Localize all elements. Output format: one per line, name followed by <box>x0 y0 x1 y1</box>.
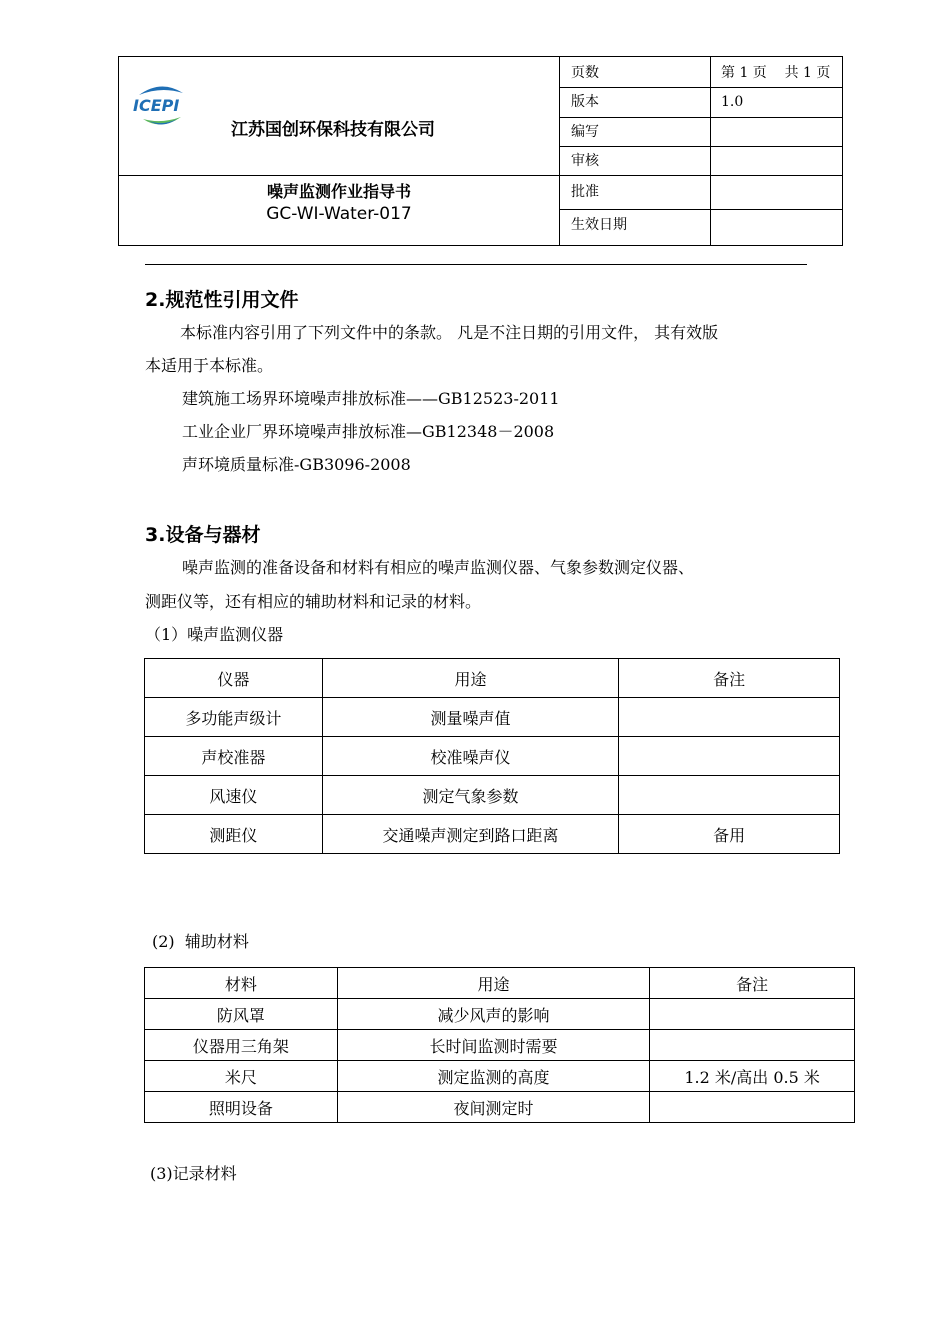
header-divider <box>145 264 807 265</box>
section-3-heading: 3.设备与器材 <box>145 524 261 546</box>
document-code: GC-WI-Water-017 <box>266 204 412 224</box>
field-value-pages: 第 1 页 共 1 页 <box>721 65 831 81</box>
table-cell: 夜间测定时 <box>337 1092 650 1123</box>
logo-text: ICEPI <box>133 96 180 115</box>
subsection-3-title: (3)记录材料 <box>150 1164 237 1183</box>
table-row <box>145 815 840 854</box>
reference-item: 工业企业厂界环境噪声排放标准—GB12348－2008 <box>182 422 555 441</box>
table-cell: 防风罩 <box>145 999 338 1030</box>
table-cell: 测定气象参数 <box>322 776 619 815</box>
company-name: 江苏国创环保科技有限公司 <box>231 120 435 140</box>
field-label-pages: 页数 <box>571 65 599 81</box>
company-logo <box>129 77 193 131</box>
table-header-cell: 备注 <box>650 968 855 999</box>
table-cell: 米尺 <box>145 1061 338 1092</box>
table-cell: 多功能声级计 <box>145 698 323 737</box>
table-cell <box>619 698 840 737</box>
table-cell: 校准噪声仪 <box>322 737 619 776</box>
section-2-heading: 2.规范性引用文件 <box>145 289 299 311</box>
table-cell: 声校准器 <box>145 737 323 776</box>
field-label-version: 版本 <box>571 94 599 110</box>
table-row <box>145 1092 855 1123</box>
section-2-paragraph-line2: 本适用于本标准。 <box>145 356 274 375</box>
table-row <box>145 737 840 776</box>
document-title: 噪声监测作业指导书 <box>266 182 411 201</box>
field-label-effective-date: 生效日期 <box>571 217 627 233</box>
table-cell: 1.2 米/高出 0.5 米 <box>650 1061 855 1092</box>
section-3-paragraph-line2: 测距仪等，还有相应的辅助材料和记录的材料。 <box>145 592 482 611</box>
instruments-table <box>144 658 840 854</box>
field-label-author: 编写 <box>571 124 599 140</box>
table-row <box>145 698 840 737</box>
section-3-paragraph-line1: 噪声监测的准备设备和材料有相应的噪声监测仪器、气象参数测定仪器、 <box>182 558 695 577</box>
subsection-1-title: （1）噪声监测仪器 <box>145 625 284 644</box>
field-label-approve: 批准 <box>571 184 599 200</box>
table-cell: 备用 <box>619 815 840 854</box>
materials-table <box>144 967 855 1123</box>
table-cell: 照明设备 <box>145 1092 338 1123</box>
table-cell: 减少风声的影响 <box>337 999 650 1030</box>
table-header-cell: 备注 <box>619 659 840 698</box>
table-cell: 长时间监测时需要 <box>337 1030 650 1061</box>
table-header-cell: 材料 <box>145 968 338 999</box>
table-header-cell: 仪器 <box>145 659 323 698</box>
table-row <box>145 999 855 1030</box>
table-header-row <box>145 659 840 698</box>
table-row <box>145 776 840 815</box>
table-cell: 测量噪声值 <box>322 698 619 737</box>
table-cell <box>650 999 855 1030</box>
table-row <box>145 1061 855 1092</box>
table-cell: 仪器用三角架 <box>145 1030 338 1061</box>
table-cell: 测距仪 <box>145 815 323 854</box>
table-cell <box>650 1092 855 1123</box>
table-cell: 交通噪声测定到路口距离 <box>322 815 619 854</box>
table-row <box>145 1030 855 1061</box>
table-cell <box>619 776 840 815</box>
table-cell <box>619 737 840 776</box>
reference-item: 建筑施工场界环境噪声排放标准——GB12523-2011 <box>182 389 560 408</box>
table-header-cell: 用途 <box>322 659 619 698</box>
reference-item: 声环境质量标准-GB3096-2008 <box>182 455 411 474</box>
field-value-version: 1.0 <box>721 94 744 110</box>
table-cell <box>650 1030 855 1061</box>
table-cell: 风速仪 <box>145 776 323 815</box>
subsection-2-title: (2) 辅助材料 <box>152 932 249 951</box>
table-cell: 测定监测的高度 <box>337 1061 650 1092</box>
document-header <box>118 56 843 246</box>
table-header-cell: 用途 <box>337 968 650 999</box>
section-2-paragraph-line1: 本标准内容引用了下列文件中的条款。 凡是不注日期的引用文件， 其有效版 <box>180 323 719 342</box>
field-label-review: 审核 <box>571 153 599 169</box>
table-header-row <box>145 968 855 999</box>
